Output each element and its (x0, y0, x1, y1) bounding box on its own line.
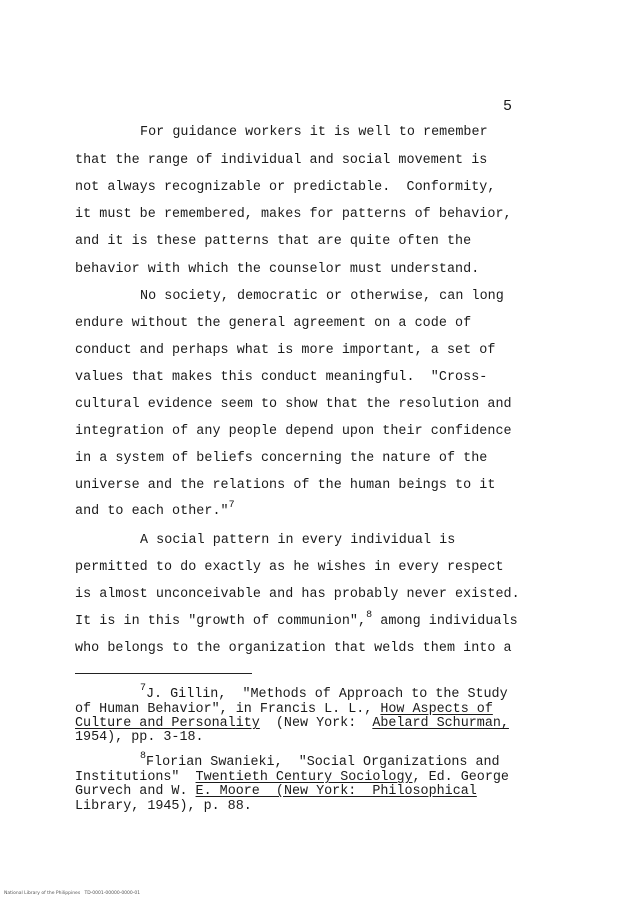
body-line: integration of any people depend upon their confidence (75, 424, 512, 439)
footnote-8-line (75, 771, 509, 784)
footnote-title: How Aspects of (380, 702, 493, 717)
body-line-text: It is in this "growth of communion", (75, 614, 367, 629)
footnote-title: Twentieth Century Sociology (195, 770, 413, 785)
body-line: permitted to do exactly as he wishes in every respect (75, 560, 504, 575)
body-line (75, 500, 235, 519)
body-line-text: and to each other." (75, 504, 229, 519)
footnote-8-line (140, 751, 500, 770)
footnote-7-line (140, 683, 508, 702)
page-number: 5 (503, 98, 513, 115)
footnote-text: J. Gillin, "Methods of Approach to the Study (146, 687, 508, 702)
footnote-text: Gurvech and W. (75, 784, 196, 799)
body-line: in a system of beliefs concerning the nature of the (75, 451, 488, 466)
body-line: A social pattern in every individual is (140, 533, 456, 548)
footnote-7-line (75, 717, 509, 730)
footnote-8-line: Library, 1945), p. 88. (75, 799, 252, 814)
body-line: For guidance workers it is well to remember (140, 125, 488, 140)
footnote-text: , Ed. George (412, 770, 509, 785)
footnote-separator (75, 673, 252, 674)
footnote-publisher: E. Moore (New York: Philosophical (195, 784, 477, 799)
footnote-8-line (75, 785, 477, 798)
archive-footer-stamp: National Library of the Philippines TD-0001-00000-0000-01 (4, 891, 141, 896)
body-line-text: among individuals (372, 614, 518, 629)
body-line: not always recognizable or predictable. Conformity, (75, 180, 496, 195)
body-line: is almost unconceivable and has probably never existed. (75, 587, 520, 602)
body-line: cultural evidence seem to show that the resolution and (75, 397, 512, 412)
footnote-text: of Human Behavior", in Francis L. L., (75, 702, 381, 717)
footnote-marker: 8 (140, 751, 147, 762)
body-line: universe and the relations of the human beings to it (75, 478, 496, 493)
footnote-ref-7: 7 (228, 500, 235, 511)
footnote-text: (New York: (259, 716, 373, 731)
body-line: values that makes this conduct meaningful. "Cross- (75, 370, 488, 385)
footnote-marker: 7 (140, 683, 147, 694)
footnote-7-line: 1954), pp. 3-18. (75, 730, 204, 745)
body-line: it must be remembered, makes for patterns of behavior, (75, 207, 512, 222)
body-line: who belongs to the organization that welds them into a (75, 641, 512, 656)
footnote-7-line (75, 703, 493, 716)
body-line (75, 610, 518, 629)
body-line: endure without the general agreement on a code of (75, 316, 472, 331)
body-line: behavior with which the counselor must understand. (75, 262, 480, 277)
footnote-text: Institutions" (75, 770, 196, 785)
body-line: that the range of individual and social movement is (75, 153, 488, 168)
footnote-text: Florian Swanieki, "Social Organizations and (146, 755, 500, 770)
body-line: No society, democratic or otherwise, can long (140, 289, 504, 304)
footnote-title: Culture and Personality (75, 716, 260, 731)
body-line: and it is these patterns that are quite often the (75, 234, 472, 249)
footnote-ref-8: 8 (366, 610, 373, 621)
footnote-publisher: Abelard Schurman, (372, 716, 509, 731)
body-line: conduct and perhaps what is more important, a set of (75, 343, 496, 358)
